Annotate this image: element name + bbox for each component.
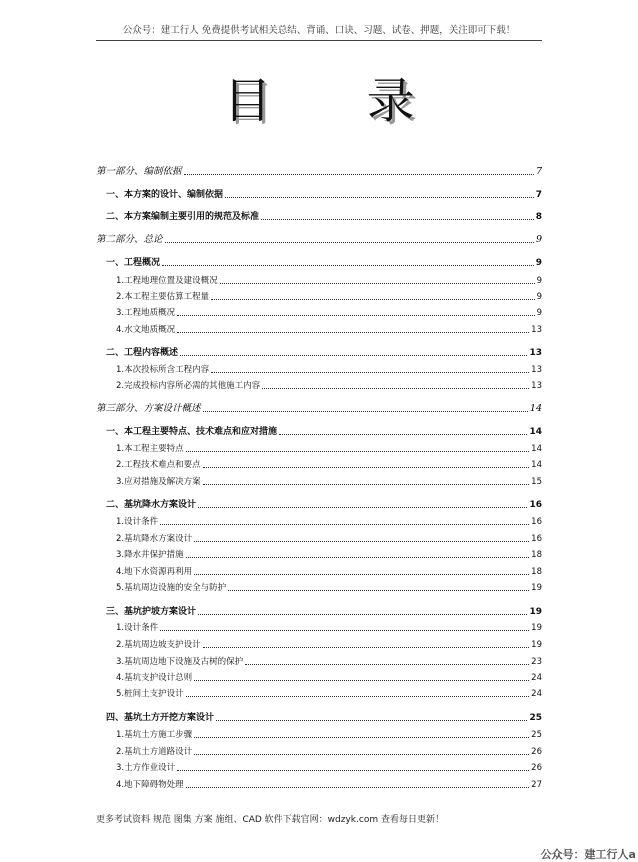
toc-dot-leader [162, 265, 534, 266]
toc-dot-leader [186, 696, 530, 697]
toc-entry-page-number: 7 [535, 166, 542, 177]
toc-entry-page-number: 25 [531, 730, 542, 740]
toc-entry-sub[interactable] [96, 620, 542, 634]
toc-dot-leader [194, 680, 529, 681]
toc-dot-leader [203, 484, 530, 485]
toc-entry-label: 一、本方案的设计、编制依据 [106, 190, 224, 200]
toc-entry-page-number: 13 [531, 381, 542, 391]
toc-dot-leader [160, 630, 529, 631]
toc-entry-page-number: 9 [536, 292, 542, 302]
toc-dot-leader [216, 720, 527, 721]
toc-entry-label: 5.基坑周边设施的安全与防护 [116, 583, 227, 593]
toc-dot-leader [186, 787, 530, 788]
toc-entry-sub[interactable] [96, 322, 542, 336]
toc-entry-page-number: 9 [536, 308, 542, 318]
toc-entry-page-number: 13 [529, 348, 542, 358]
toc-entry-page-number: 24 [531, 673, 542, 683]
toc-entry-page-number: 19 [531, 583, 542, 593]
toc-entry-label: 1.设计条件 [116, 623, 159, 633]
toc-dot-leader [177, 770, 529, 771]
toc-entry-label: 1.设计条件 [116, 517, 159, 527]
page-header-text: 公众号：建工行人 免费提供考试相关总结、背诵、口诀、习题、试卷、押题，关注即可下载！ [122, 25, 516, 36]
toc-entry-sub[interactable] [96, 777, 542, 791]
toc-entry-sub[interactable] [96, 727, 542, 741]
toc-entry-label: 二、工程内容概述 [106, 348, 179, 358]
toc-entry-sub[interactable] [96, 760, 542, 774]
toc-entry-sub[interactable] [96, 670, 542, 684]
toc-entry-page-number: 19 [529, 607, 542, 617]
toc-entry-label: 1.本次投标所含工程内容 [116, 365, 210, 375]
toc-entry-sub[interactable] [96, 547, 542, 561]
toc-entry-label: 3.工程地质概况 [116, 308, 176, 318]
toc-entry-sub[interactable] [96, 474, 542, 488]
toc-dot-leader [203, 647, 530, 648]
toc-entry-page-number: 16 [531, 534, 542, 544]
toc-entry-label: 5.桩间土支护设计 [116, 689, 184, 699]
toc-entry-label: 第三部分、方案设计概述 [96, 403, 201, 414]
toc-entry-label: 2.完成投标内容所必需的其他施工内容 [116, 381, 261, 391]
toc-entry-label: 2.工程技术难点和要点 [116, 460, 201, 470]
toc-entry-label: 2.基坑降水方案设计 [116, 534, 193, 544]
toc-entry-label: 3.降水井保护措施 [116, 550, 184, 560]
toc-dot-leader [194, 574, 529, 575]
toc-entry-page-number: 24 [531, 689, 542, 699]
toc-entry-page-number: 9 [535, 234, 542, 245]
toc-dot-leader [245, 664, 529, 665]
toc-entry-sub[interactable] [96, 531, 542, 545]
toc-entry-label: 一、本工程主要特点、技术难点和应对措施 [106, 427, 278, 437]
toc-entry-page-number: 26 [531, 747, 542, 757]
toc-entry-page-number: 23 [531, 657, 542, 667]
page-footer-text: 更多考试资料 规范 图集 方案 施组、CAD 软件下载官网：wdzyk.com 查看每日更新！ [96, 815, 444, 825]
toc-entry-sub[interactable] [96, 362, 542, 376]
toc-entry-page-number: 18 [531, 550, 542, 560]
toc-entry-page-number: 14 [529, 427, 542, 437]
toc-dot-leader [203, 411, 528, 412]
toc-entry-sub[interactable] [96, 564, 542, 578]
toc-entry-label: 3.土方作业设计 [116, 763, 176, 773]
toc-entry-page-number: 8 [535, 212, 542, 222]
toc-entry-label: 4.基坑支护设计总则 [116, 673, 193, 683]
toc-entry-page-number: 13 [531, 325, 542, 335]
toc-entry-page-number: 19 [531, 623, 542, 633]
toc-entry-sub[interactable] [96, 686, 542, 700]
toc-entry-sec[interactable] [96, 710, 542, 724]
toc-entry-page-number: 14 [531, 444, 542, 454]
toc-entry-label: 一、工程概况 [106, 258, 161, 268]
toc-entry-page-number: 9 [536, 276, 542, 286]
toc-entry-page-number: 15 [531, 477, 542, 487]
toc-entry-page-number: 14 [529, 403, 542, 414]
toc-entry-label: 第一部分、编制依据 [96, 166, 182, 177]
toc-dot-leader [177, 332, 529, 333]
toc-entry-sub[interactable] [96, 289, 542, 303]
toc-entry-page-number: 16 [531, 517, 542, 527]
toc-dot-leader [203, 467, 530, 468]
toc-dot-leader [279, 434, 527, 435]
toc-entry-label: 第二部分、总论 [96, 234, 163, 245]
toc-dot-leader [177, 315, 534, 316]
toc-entry-sub[interactable] [96, 457, 542, 471]
toc-dot-leader [262, 388, 529, 389]
toc-dot-leader [211, 299, 534, 300]
toc-dot-leader [184, 174, 534, 175]
toc-entry-sub[interactable] [96, 441, 542, 455]
toc-entry-sub[interactable] [96, 305, 542, 319]
toc-dot-leader [186, 557, 530, 558]
toc-entry-page-number: 26 [531, 763, 542, 773]
toc-dot-leader [186, 451, 530, 452]
toc-entry-page-number: 19 [531, 640, 542, 650]
toc-entry-sub[interactable] [96, 273, 542, 287]
toc-entry-sec[interactable] [96, 424, 542, 438]
toc-entry-label: 1.基坑土方施工步骤 [116, 730, 193, 740]
toc-entry-label: 2.基坑周边坡支护设计 [116, 640, 201, 650]
toc-dot-leader [220, 283, 535, 284]
toc-entry-label: 2.本工程主要估算工程量 [116, 292, 210, 302]
toc-entry-sec[interactable] [96, 497, 542, 511]
toc-dot-leader [228, 590, 529, 591]
toc-entry-page-number: 9 [535, 258, 542, 268]
toc-dot-leader [198, 614, 527, 615]
toc-entry-part[interactable] [96, 232, 542, 246]
toc-entry-sub[interactable] [96, 744, 542, 758]
toc-entry-sub[interactable] [96, 378, 542, 392]
toc-entry-page-number: 25 [529, 713, 542, 723]
toc-entry-page-number: 27 [531, 780, 542, 790]
toc-entry-sec[interactable] [96, 255, 542, 269]
toc-entry-sub[interactable] [96, 654, 542, 668]
toc-entry-label: 3.基坑周边地下设施及古树的保护 [116, 657, 244, 667]
toc-dot-leader [194, 541, 529, 542]
toc-entry-label: 3.应对措施及解决方案 [116, 477, 201, 487]
toc-dot-leader [261, 219, 534, 220]
toc-dot-leader [198, 507, 527, 508]
toc-entry-page-number: 7 [535, 190, 542, 200]
toc-entry-sec[interactable] [96, 604, 542, 618]
toc-dot-leader [160, 524, 529, 525]
page-title: 目 录 [223, 73, 455, 129]
toc-entry-page-number: 13 [531, 365, 542, 375]
toc-entry-label: 二、基坑降水方案设计 [106, 500, 197, 510]
toc-entry-sec[interactable] [96, 187, 542, 201]
toc-dot-leader [211, 372, 529, 373]
toc-entry-label: 四、基坑土方开挖方案设计 [106, 713, 215, 723]
toc-entry-page-number: 16 [529, 500, 542, 510]
toc-entry-label: 二、本方案编制主要引用的规范及标准 [106, 212, 260, 222]
toc-entry-label: 1.本工程主要特点 [116, 444, 184, 454]
toc-entry-page-number: 18 [531, 567, 542, 577]
watermark-text: 公众号：建工行人a [540, 848, 636, 861]
toc-entry-sec[interactable] [96, 209, 542, 223]
toc-entry-label: 2.基坑土方道路设计 [116, 747, 193, 757]
toc-dot-leader [225, 197, 534, 198]
toc-entry-page-number: 14 [531, 460, 542, 470]
toc-entry-part[interactable] [96, 401, 542, 415]
header-rule [96, 40, 542, 41]
toc-entry-label: 三、基坑护坡方案设计 [106, 607, 197, 617]
toc-entry-label: 4.水文地质概况 [116, 325, 176, 335]
toc-dot-leader [180, 355, 527, 356]
toc-entry-sub[interactable] [96, 637, 542, 651]
toc-entry-label: 1.工程地理位置及建设概况 [116, 276, 218, 286]
toc-dot-leader [194, 737, 529, 738]
toc-entry-sub[interactable] [96, 580, 542, 594]
toc-entry-label: 4.地下障碍物处理 [116, 780, 184, 790]
toc-dot-leader [194, 754, 529, 755]
toc-entry-part[interactable] [96, 164, 542, 178]
toc-entry-sub[interactable] [96, 514, 542, 528]
toc-entry-sec[interactable] [96, 345, 542, 359]
toc-entry-label: 4.地下水资源再利用 [116, 567, 193, 577]
toc-dot-leader [165, 242, 534, 243]
